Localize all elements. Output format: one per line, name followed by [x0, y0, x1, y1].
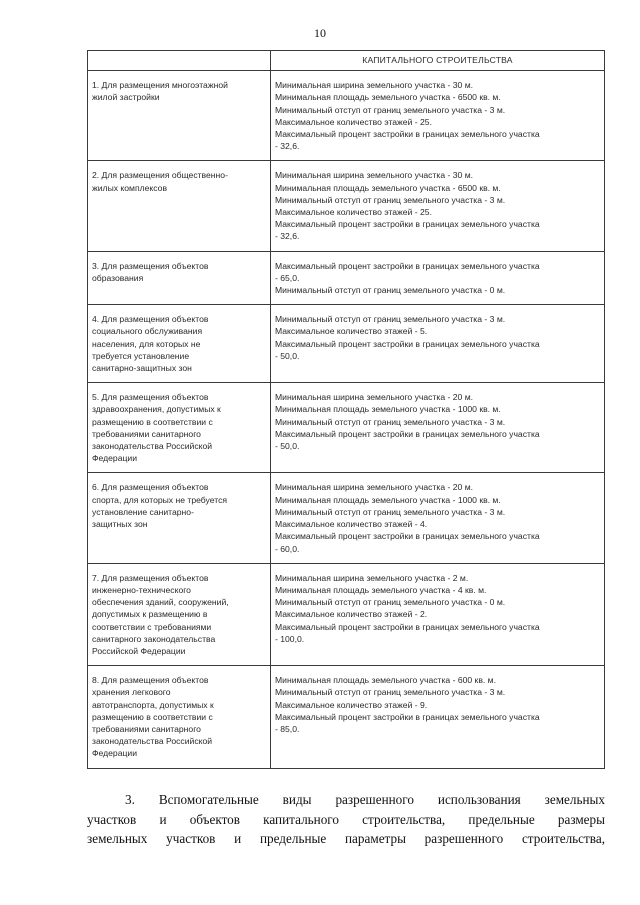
use-type-cell — [88, 666, 271, 768]
parameter-line: - 85,0. — [275, 723, 300, 734]
parameters-cell — [271, 71, 605, 161]
parameter-line: - 60,0. — [275, 543, 300, 554]
paragraph-line: участков и объектов капитального строительства, предельные размеры — [87, 811, 605, 827]
parameter-line: Минимальная площадь земельного участка - 1000 кв. м. — [275, 404, 501, 415]
parameter-line: Максимальное количество этажей - 5. — [275, 326, 428, 337]
page-number: 10 — [314, 26, 326, 40]
use-type-line: законодательства Российской — [92, 441, 213, 452]
parameter-line: Минимальный отступ от границ земельного участка - 3 м. — [275, 687, 506, 698]
parameter-line: Минимальный отступ от границ земельного участка - 0 м. — [275, 597, 506, 608]
use-type-line: обеспечения зданий, сооружений, — [92, 597, 229, 608]
paragraph-line: земельных участков и предельные параметры разрешенного строительства, — [87, 831, 605, 846]
table-row — [88, 666, 605, 768]
parameter-line: Максимальный процент застройки в границах земельного участка — [275, 260, 540, 271]
use-type-line: законодательства Российской — [92, 736, 213, 747]
parameter-line: - 32,6. — [275, 231, 300, 242]
parameter-line: Минимальная ширина земельного участка - 30 м. — [275, 170, 473, 181]
use-type-line: здравоохранения, допустимых к — [92, 404, 221, 415]
parameter-line: Максимальный процент застройки в границах земельного участка — [275, 428, 540, 439]
parameter-line: Минимальная площадь земельного участка - 6500 кв. м. — [275, 92, 501, 103]
parameter-line: Минимальный отступ от границ земельного участка - 3 м. — [275, 194, 506, 205]
parameter-line: Минимальный отступ от границ земельного участка - 3 м. — [275, 104, 506, 115]
use-type-line: 1. Для размещения многоэтажной — [92, 80, 228, 91]
parameter-line: Минимальная площадь земельного участка - 6500 кв. м. — [275, 182, 501, 193]
use-type-cell — [88, 251, 271, 305]
use-type-line: социального обслуживания — [92, 326, 203, 337]
use-type-line: жилых комплексов — [92, 182, 168, 193]
use-type-line: 7. Для размещения объектов — [92, 572, 209, 583]
parameters-cell — [271, 666, 605, 768]
parameter-line: Минимальная площадь земельного участка - 4 кв. м. — [275, 584, 487, 595]
parameter-line: Минимальная ширина земельного участка - 2 м. — [275, 572, 469, 583]
parameter-line: Максимальный процент застройки в границах земельного участка — [275, 621, 540, 632]
parameter-line: - 32,6. — [275, 141, 300, 152]
use-type-line: санитарного законодательства — [92, 633, 216, 644]
use-type-line: 5. Для размещения объектов — [92, 392, 209, 403]
parameter-line: Минимальный отступ от границ земельного участка - 3 м. — [275, 314, 506, 325]
use-type-line: населения, для которых не — [92, 338, 201, 349]
use-type-cell — [88, 563, 271, 665]
use-type-line: спорта, для которых не требуется — [92, 494, 228, 505]
use-type-line: жилой застройки — [92, 92, 160, 103]
paragraph-line: 3. Вспомогательные виды разрешенного использования земельных — [125, 792, 605, 807]
use-type-line: требованиями санитарного — [92, 723, 201, 734]
parameter-line: Максимальное количество этажей - 2. — [275, 609, 428, 620]
parameter-line: Минимальный отступ от границ земельного участка - 3 м. — [275, 416, 506, 427]
use-type-cell — [88, 383, 271, 473]
parameter-line: Минимальная площадь земельного участка - 1000 кв. м. — [275, 494, 501, 505]
parameter-line: Максимальное количество этажей - 9. — [275, 699, 428, 710]
use-type-line: требованиями санитарного — [92, 428, 201, 439]
parameters-cell — [271, 161, 605, 251]
parameter-line: - 100,0. — [275, 633, 305, 644]
parameter-line: - 50,0. — [275, 441, 300, 452]
header-cell-empty — [88, 51, 271, 71]
parameter-line: Максимальный процент застройки в границах земельного участка — [275, 129, 540, 140]
use-type-line: размещению в соответствии с — [92, 711, 213, 722]
use-type-line: образования — [92, 272, 144, 283]
parameter-line: - 50,0. — [275, 350, 300, 361]
parameter-line: Максимальный процент застройки в границах земельного участка — [275, 711, 540, 722]
parameter-line: Минимальная площадь земельного участка - 600 кв. м. — [275, 675, 496, 686]
use-type-line: Российской Федерации — [92, 645, 186, 656]
use-type-line: соответствии с требованиями — [92, 621, 212, 632]
table-row — [88, 473, 605, 563]
use-type-cell — [88, 473, 271, 563]
use-type-line: санитарно-защитных зон — [92, 363, 192, 374]
table-row — [88, 383, 605, 473]
parameter-line: Максимальный процент застройки в границах земельного участка — [275, 338, 540, 349]
use-type-line: 4. Для размещения объектов — [92, 314, 209, 325]
use-type-line: размещению в соответствии с — [92, 416, 213, 427]
parameter-line: Минимальный отступ от границ земельного участка - 3 м. — [275, 506, 506, 517]
parameter-line: - 65,0. — [275, 272, 300, 283]
table-row — [88, 161, 605, 251]
use-type-cell — [88, 305, 271, 383]
parameters-cell — [271, 563, 605, 665]
use-type-line: 2. Для размещения общественно- — [92, 170, 228, 181]
use-type-line: 3. Для размещения объектов — [92, 260, 209, 271]
use-type-line: 6. Для размещения объектов — [92, 482, 209, 493]
use-type-line: требуется установление — [92, 350, 190, 361]
parameter-line: Максимальное количество этажей - 4. — [275, 519, 428, 530]
use-type-cell — [88, 161, 271, 251]
parameter-line: Максимальное количество этажей - 25. — [275, 116, 432, 127]
parameters-cell — [271, 251, 605, 305]
use-type-line: Федерации — [92, 453, 137, 464]
use-type-line: установление санитарно- — [92, 506, 194, 517]
parameters-cell — [271, 383, 605, 473]
section-3-paragraph — [87, 790, 605, 849]
header-cell-capital-construction: КАПИТАЛЬНОГО СТРОИТЕЛЬСТВА — [271, 51, 605, 71]
table-row — [88, 563, 605, 665]
table-header-row — [88, 51, 605, 71]
table-row — [88, 251, 605, 305]
parameter-line: Максимальный процент застройки в границах земельного участка — [275, 219, 540, 230]
parameter-line: Минимальная ширина земельного участка - 20 м. — [275, 392, 473, 403]
parameters-cell — [271, 305, 605, 383]
use-type-line: 8. Для размещения объектов — [92, 675, 209, 686]
use-type-line: автотранспорта, допустимых к — [92, 699, 214, 710]
parameter-line: Минимальная ширина земельного участка - 20 м. — [275, 482, 473, 493]
parameters-cell — [271, 473, 605, 563]
use-type-line: защитных зон — [92, 519, 148, 530]
parameter-line: Минимальная ширина земельного участка - 30 м. — [275, 80, 473, 91]
table-row — [88, 305, 605, 383]
use-type-cell — [88, 71, 271, 161]
use-type-line: инженерно-технического — [92, 584, 191, 595]
use-type-line: хранения легкового — [92, 687, 171, 698]
use-type-line: допустимых к размещению в — [92, 609, 208, 620]
use-type-line: Федерации — [92, 748, 137, 759]
table-row — [88, 71, 605, 161]
parameter-line: Максимальное количество этажей - 25. — [275, 207, 432, 218]
parameter-line: Минимальный отступ от границ земельного участка - 0 м. — [275, 285, 506, 296]
zoning-parameters-table — [87, 50, 605, 769]
parameter-line: Максимальный процент застройки в границах земельного участка — [275, 531, 540, 542]
